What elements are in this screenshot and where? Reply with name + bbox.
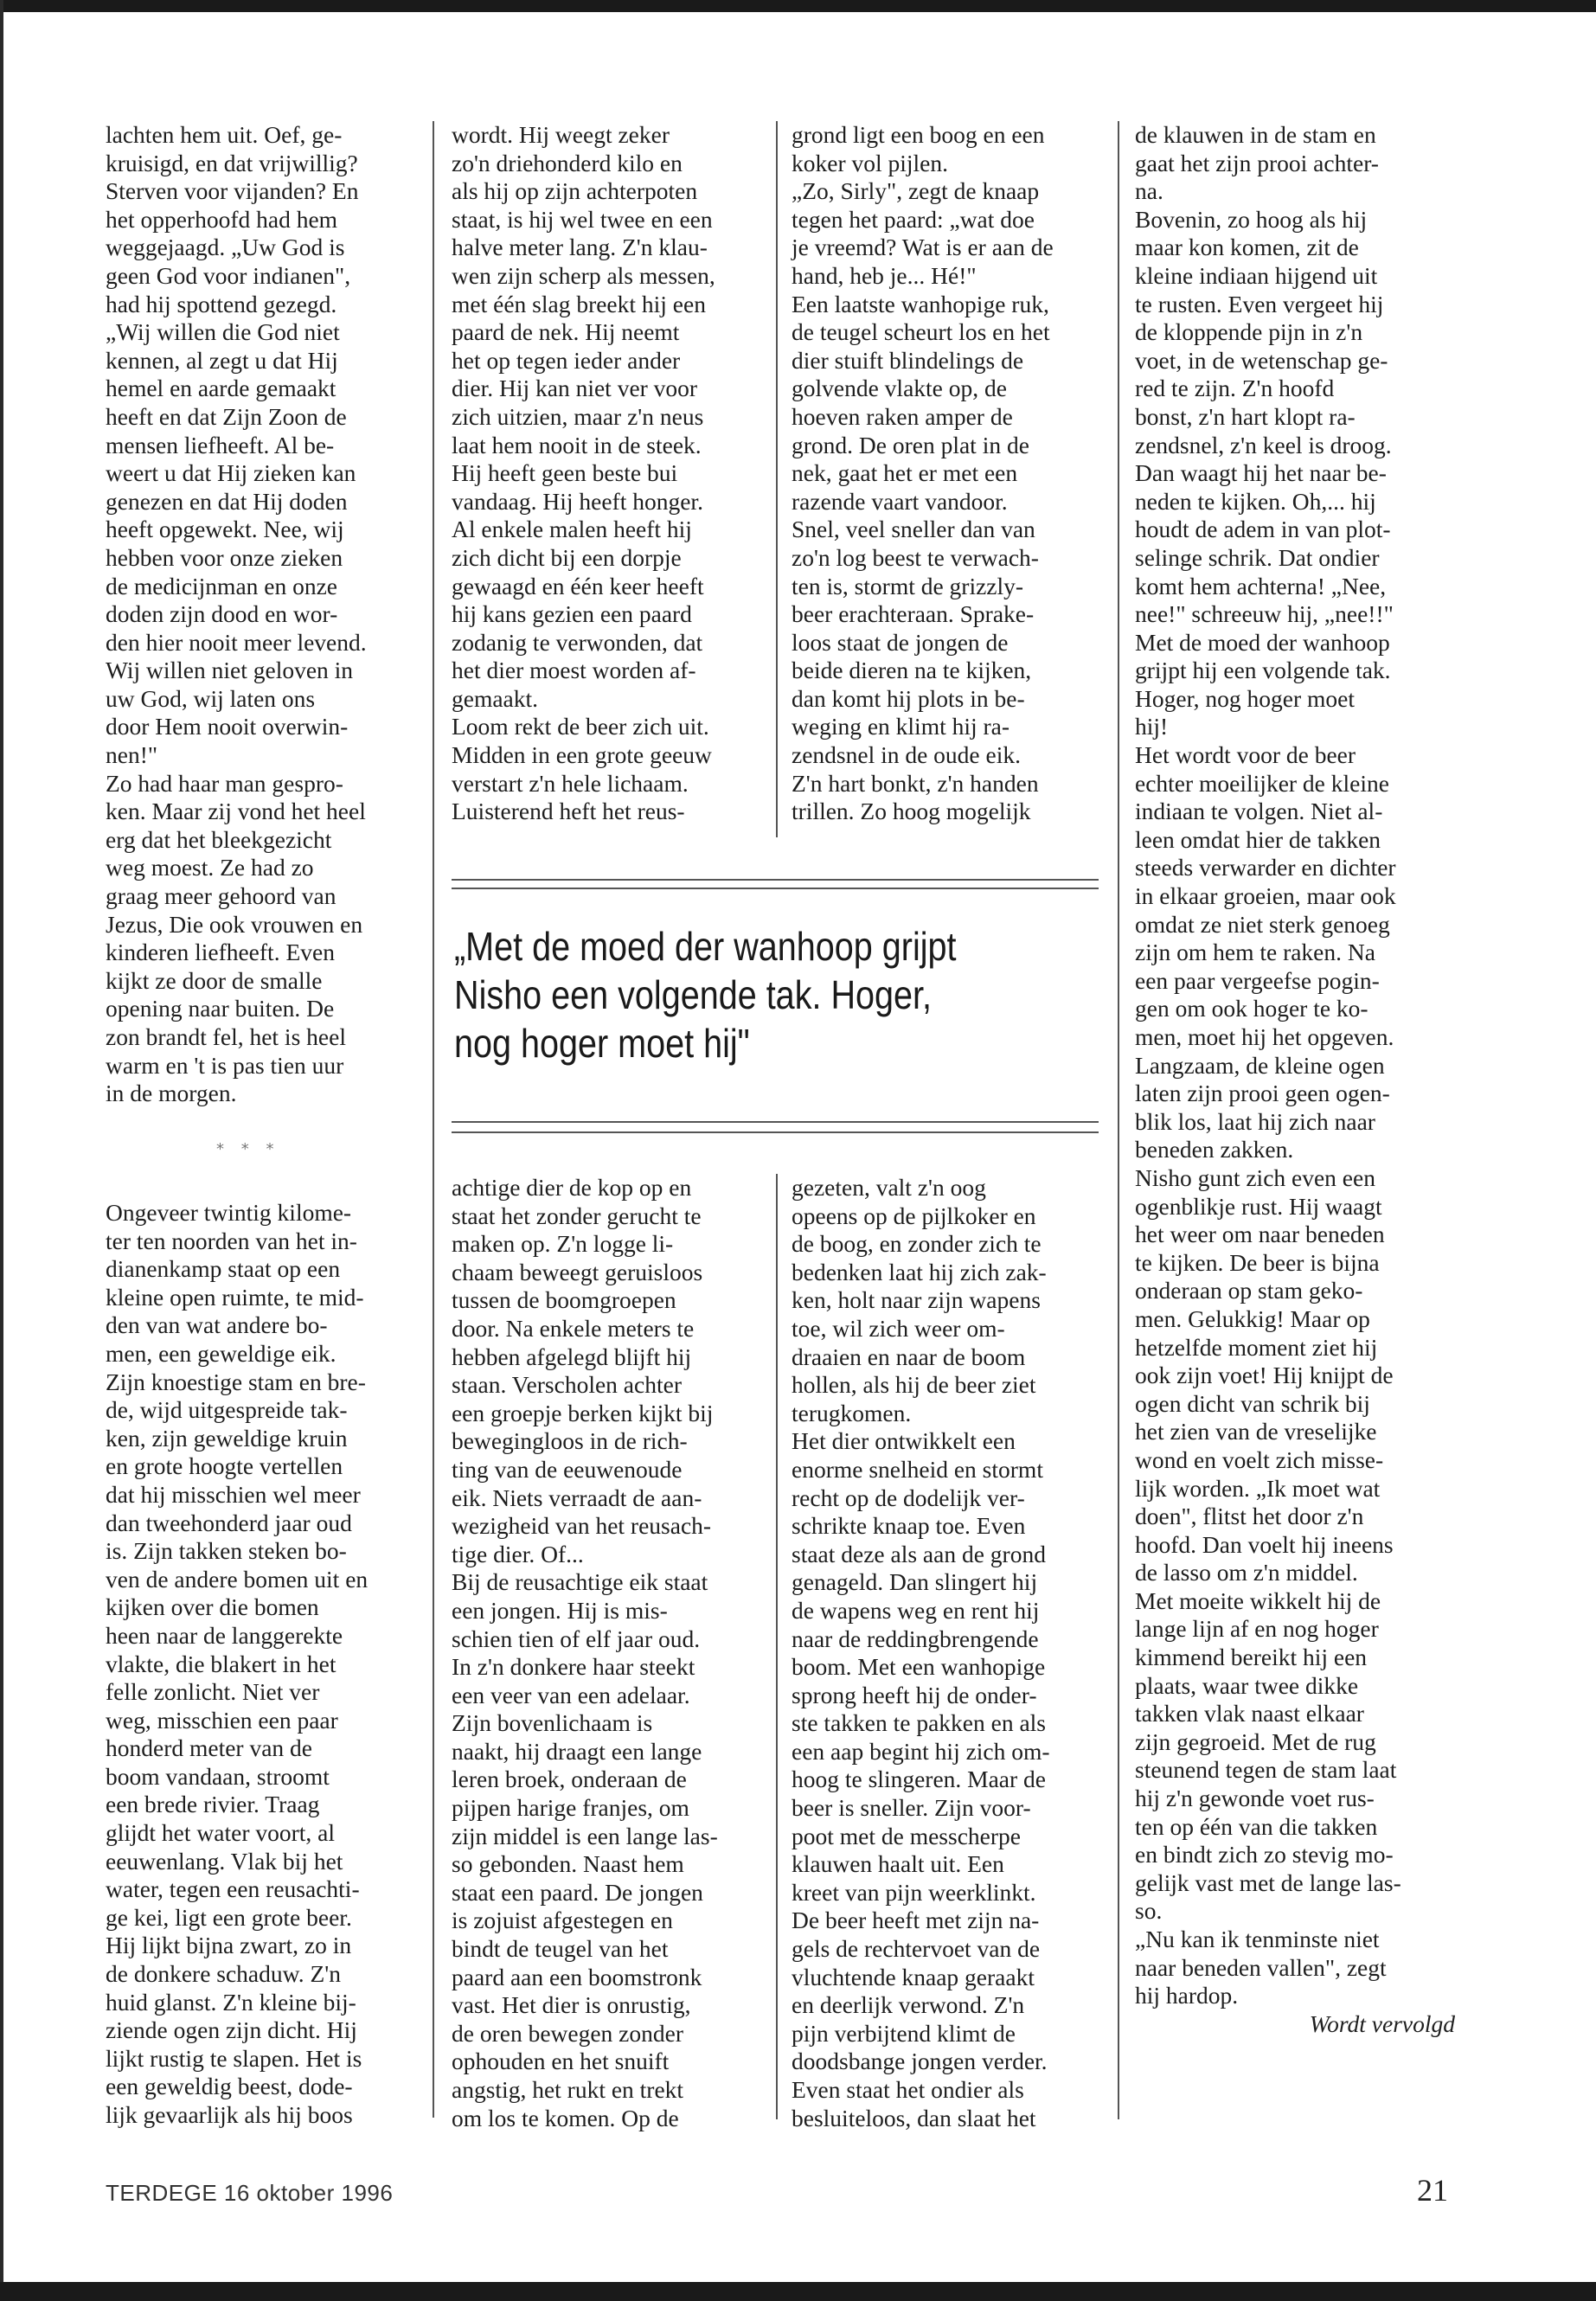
page-number: 21 (1417, 2173, 1448, 2208)
column-rule-1 (433, 121, 434, 2118)
column-4-text: de klauwen in de stam en gaat het zijn prooi achter- na. Bovenin, zo hoog als hij maar kon komen, zit de kleine indiaan hijgend uit te rusten. Even vergeet hij de kloppende pijn in z'n voet, in de wetenschap ge- red te zijn. Z'n hoofd bonst, z'n hart klopt ra- zendsnel, z'n keel is droog. Dan waagt hij het naar be- neden te kijken. Oh,... hij houdt de adem in van plot- selinge schrik. Dat ondier komt hem achterna! „Nee, nee!" schreeuw hij, „nee!!" Met de moed der wanhoop grijpt hij een volgende tak. Hoger, nog hoger moet hij! Het wordt voor de beer echter moeilijker de kleine indiaan te volgen. Niet al- leen omdat hier de takken steeds verwarder en dichter in elkaar groeien, maar ook omdat ze niet sterk genoeg zijn om hem te raken. Na een paar vergeefse pogin- gen om ook hoger te ko- men, moet hij het opgeven. Langzaam, de kleine ogen laten zijn prooi geen ogen- blik los, laat hij zich naar beneden zakken. Nisho gunt zich even een ogenblikje rust. Hij waagt het weer om naar beneden te kijken. De beer is bijna onderaan op stam geko- men. Gelukkig! Maar op hetzelfde moment ziet hij ook zijn voet! Hij knijpt de ogen dicht van schrik bij het zien van de vreselijke wond en voelt zich misse- lijk worden. „Ik moet wat doen", flitst het door z'n hoofd. Dan voelt hij ineens de lasso om z'n middel. Met moeite wikkelt hij de lange lijn af en nog hoger kimmend bereikt hij een plaats, waar twee dikke takken vlak naast elkaar zijn gegroeid. Met de rug steunend tegen de stam laat hij z'n gewonde voet rus- ten op één van die takken en bindt zich zo stevig mo- gelijk vast met de lange las- so. „Nu kan ik tenminste niet naar beneden vallen", zegt hij hardop. (1135, 121, 1401, 2009)
column-rule-3 (1118, 121, 1119, 2119)
pullquote-rule-bottom-2 (452, 1131, 1099, 1133)
pullquote-rule-top-2 (452, 888, 1099, 889)
column-2-bottom (452, 1174, 772, 2132)
column-2-top (452, 121, 772, 826)
column-rule-2-bottom (776, 1174, 778, 2119)
column-3-bottom-text: gezeten, valt z'n oog opeens op de pijlkoker en de boog, en zonder zich te bedenken laat hij zich zak- ken, holt naar zijn wapens toe, wil zich weer om- draaien en naar de boom hollen, als hij de beer ziet terugkomen. Het dier ontwikkelt een enorme snelheid en stormt recht op de dodelijk ver- schrikte knaap toe. Even staat deze als aan de grond genageld. Dan slingert hij de wapens weg en rent hij naar de reddingbrengende boom. Met een wanhopige sprong heeft hij de onder- ste takken te pakken en als een aap begint hij zich om- hoog te slingeren. Maar de beer is sneller. Zijn voor- poot met de messcherpe klauwen haalt uit. Een kreet van pijn weerklinkt. De beer heeft met zijn na- gels de rechtervoet van de vluchtende knaap geraakt en deerlijk verwond. Z'n pijn verbijtend klimt de doodsbange jongen verder. Even staat het ondier als besluiteloos, dan slaat het (792, 1174, 1050, 2131)
publication-date: TERDEGE 16 oktober 1996 (106, 2180, 394, 2206)
column-1-top (106, 121, 426, 1108)
scan-edge-bottom (0, 2282, 1596, 2301)
column-2-bottom-text: achtige dier de kop op en staat het zonder gerucht te maken op. Z'n logge li- chaam beweegt geruisloos tussen de boomgroepen door. Na enkele meters te hebben afgelegd blijft hij staan. Verscholen achter een groepje berken kijkt bij bewegingloos in de rich- ting van de eeuwenoude eik. Niets verraadt de aan- wezigheid van het reusach- tige dier. Of... Bij de reusachtige eik staat een jongen. Hij is mis- schien tien of elf jaar oud. In z'n donkere haar steekt een veer van een adelaar. Zijn bovenlichaam is naakt, hij draagt een lange leren broek, onderaan de pijpen harige franjes, om zijn middel is een lange las- so gebonden. Naast hem staat een paard. De jongen is zojuist afgestegen en bindt de teugel van het paard aan een boomstronk vast. Het dier is onrustig, de oren bewegen zonder ophouden en het snuift angstig, het rukt en trekt om los te komen. Op de (452, 1174, 718, 2131)
pullquote-rule-bottom-1 (452, 1121, 1099, 1123)
column-3-top (792, 121, 1112, 826)
column-1-bottom (106, 1199, 426, 2130)
column-4 (1135, 121, 1455, 2038)
scan-edge-top (0, 0, 1596, 12)
pullquote: „Met de moed der wanhoop grijpt Nisho een volgende tak. Hoger, nog hoger moet hij" (454, 924, 957, 1066)
scan-edge-left (0, 0, 3, 2301)
column-2-top-text: wordt. Hij weegt zeker zo'n driehonderd kilo en als hij op zijn achterpoten staat, is hij wel twee en een halve meter lang. Z'n klau- wen zijn scherp als messen, met één slag breekt hij een paard de nek. Hij neemt het op tegen ieder ander dier. Hij kan niet ver voor zich uitzien, maar z'n neus laat hem nooit in de steek. Hij heeft geen beste bui vandaag. Hij heeft honger. Al enkele malen heeft hij zich dicht bij een dorpje gewaagd en één keer heeft hij kans gezien een paard zodanig te verwonden, dat het dier moest worden af- gemaakt. Loom rekt de beer zich uit. Midden in een grote geeuw verstart z'n hele lichaam. Luisterend heft het reus- (452, 121, 715, 825)
column-rule-2-top (776, 121, 778, 837)
column-1-bottom-text: Ongeveer twintig kilome- ter ten noorden van het in- dianenkamp staat op een kleine open ruimte, te mid- den van wat andere bo- men, een geweldige eik. Zijn knoestige stam en bre- de, wijd uitgespreide tak- ken, zijn geweldige kruin en grote hoogte vertellen dat hij misschien wel meer dan tweehonderd jaar oud is. Zijn takken steken bo- ven de andere bomen uit en kijken over die bomen heen naar de langgerekte vlakte, die blakert in het felle zonlicht. Niet ver weg, misschien een paar honderd meter van de boom vandaan, stroomt een brede rivier. Traag glijdt het water voort, al eeuwenlang. Vlak bij het water, tegen een reusachti- ge kei, ligt een grote beer. Hij lijkt bijna zwart, zo in de donkere schaduw. Z'n huid glanst. Z'n kleine bij- ziende ogen zijn dicht. Hij lijkt rustig te slapen. Het is een geweldig beest, dode- lijk gevaarlijk als hij boos (106, 1199, 369, 2128)
signoff: Wordt vervolgd (1309, 2009, 1455, 2037)
column-3-bottom (792, 1174, 1112, 2132)
column-1-top-text: lachten hem uit. Oef, ge- kruisigd, en dat vrijwillig? Sterven voor vijanden? En het opperhoofd had hem weggejaagd. „Uw God is geen God voor indianen", had hij spottend gezegd. „Wij willen die God niet kennen, al zegt u dat Hij hemel en aarde gemaakt heeft en dat Zijn Zoon de mensen liefheeft. Al be- weert u dat Hij zieken kan genezen en dat Hij doden heeft opgewekt. Nee, wij hebben voor onze zieken de medicijnman en onze doden zijn dood en wor- den hier nooit meer levend. Wij willen niet geloven in uw God, wij laten ons door Hem nooit overwin- nen!" Zo had haar man gespro- ken. Maar zij vond het heel erg dat het bleekgezicht weg moest. Ze had zo graag meer gehoord van Jezus, Die ook vrouwen en kinderen liefheeft. Even kijkt ze door de smalle opening naar buiten. De zon brandt fel, het is heel warm en 't is pas tien uur in de morgen. (106, 121, 367, 1107)
column-3-top-text: grond ligt een boog en een koker vol pijlen. „Zo, Sirly", zegt de knaap tegen het paard: „wat doe je vreemd? Wat is er aan de hand, heb je... Hé!" Een laatste wanhopige ruk, de teugel scheurt los en het dier stuift blindelings de golvende vlakte op, de hoeven raken amper de grond. De oren plat in de nek, gaat het er met een razende vaart vandoor. Snel, veel sneller dan van zo'n log beest te verwach- ten is, stormt de grizzly- beer erachteraan. Sprake- loos staat de jongen de beide dieren na te kijken, dan komt hij plots in be- weging en klimt hij ra- zendsnel in de oude eik. Z'n hart bonkt, z'n handen trillen. Zo hoog mogelijk (792, 121, 1054, 825)
section-separator: * * * (216, 1140, 280, 1158)
pullquote-rule-top-1 (452, 879, 1099, 881)
